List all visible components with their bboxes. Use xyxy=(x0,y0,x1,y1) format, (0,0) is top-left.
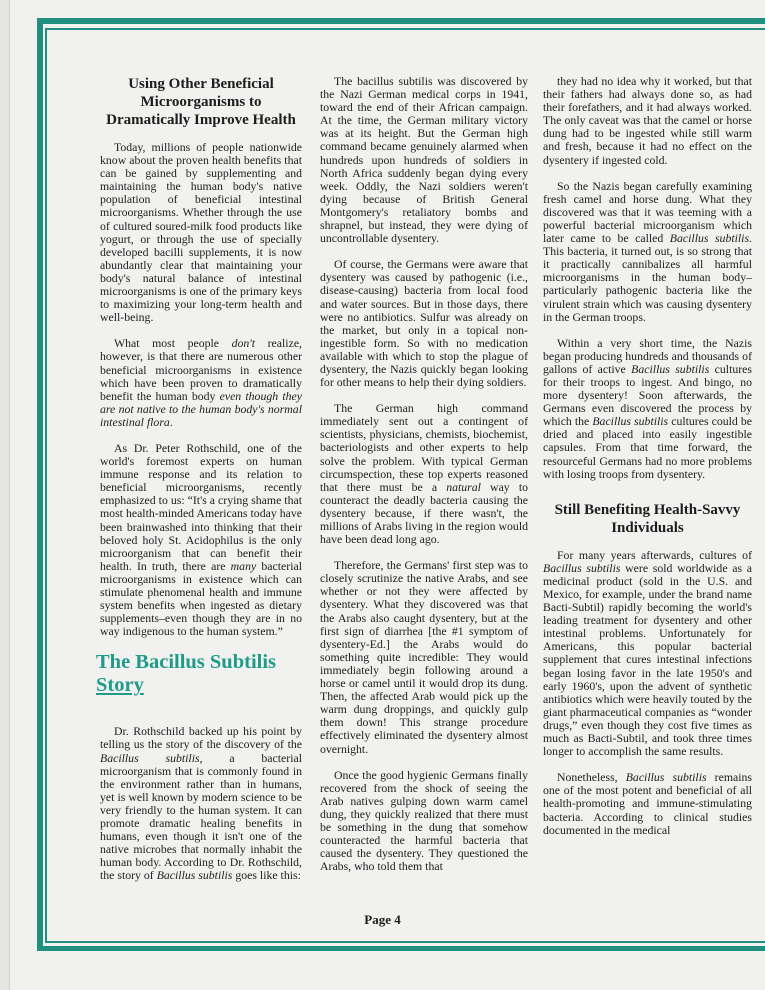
paragraph xyxy=(100,725,302,882)
column-2 xyxy=(320,75,528,886)
italic-text: Bacillus subtilis xyxy=(592,414,669,429)
text-run: cultures for their troops to ingest. And bingo, no more dysentery! Soon afterwards, the Germans even discovered the process by which the xyxy=(543,361,753,429)
text-run: So the Nazis began carefully examining fresh camel and horse dung. What they discovered was that it was teeming with a powerful bacterial microorganism which later came to be called xyxy=(543,178,752,246)
text-run: cultures could be dried and placed into easily ingestible capsules. From that time forward, the resourceful Germans had no more problems with losing troops from dysentery. xyxy=(543,414,752,481)
text-run: As Dr. Peter Rothschild, one of the world's foremost experts on human immune response and its relation to beneficial microorganisms, recently emphasized to us: “It's a crying shame that most health-minded Americans today have been brainwashed into thinking that their beloved holy St. Acidophilus is the only microorganism that can benefit their health. In truth, there are xyxy=(100,440,302,573)
italic-text: natural xyxy=(446,479,481,494)
heading-beneficial-microorganisms: Using Other Beneficial Microorganisms to Dramatically Improve Health xyxy=(106,76,296,128)
italic-text: Bacillus subtilis xyxy=(631,361,710,376)
text-run: Nonetheless, xyxy=(557,770,626,785)
paragraph xyxy=(320,402,528,546)
paragraph xyxy=(100,337,302,429)
paragraph-group xyxy=(100,725,302,882)
text-run: Within a very short time, the Nazis began producing hundreds and thousands of gallons of active xyxy=(543,335,752,376)
text-run: The German high command immediately sent out a contingent of scientists, physicians, chemists, biochemist, bacteriologists and other experts to help solve the problem. With typical German circumspection, these top experts reasoned that there must be a xyxy=(320,401,528,494)
paragraph xyxy=(100,141,302,324)
text-run: . This bacteria, it turned out, is so strong that it practically cannibalizes all harmful microorganisms in the human body–particularly pathogenic bacteria like the virulent strain which was causing dysentery in the German troops. xyxy=(543,231,752,324)
text-run: were sold worldwide as a medicinal product (sold in the U.S. and Mexico, for example, under the brand name Bacti-Subtil) rapidly becoming the world's leading treatment for dysentery and other intestinal problems. Unfortunately for Americans, this popular bacterial supplement that cures intestinal infections began losing favor in the late 1950's and early 1960's, upon the advent of synthetic antibiotics which were heavily touted by the giant pharmaceutical companies as “wonder drugs,” even though they cost five times as much as Bacti-Subtil, and took three times longer to accomplish the same results. xyxy=(543,560,753,759)
heading-still-benefiting: Still Benefiting Health-Savvy Individuals xyxy=(554,501,741,536)
text-run: way to counteract the deadly bacteria causing the dysentery because, if there wasn't, the millions of Arabs living in the region would have been dead long ago. xyxy=(320,479,529,547)
paragraph xyxy=(320,559,528,755)
paragraph xyxy=(543,771,752,836)
paragraph xyxy=(543,75,752,167)
text-run: Dr. Rothschild backed up his point by telling us the story of the discovery of the xyxy=(100,724,302,752)
paragraph xyxy=(320,75,528,245)
page-number: Page 4 xyxy=(364,912,401,927)
italic-text: don't xyxy=(231,336,256,351)
text-run: remains one of the most potent and beneficial of all health-promoting and immune-stimulating bacteria. According to clinical studies documented in the medical xyxy=(543,770,753,837)
paragraph xyxy=(320,769,528,874)
italic-text: Bacillus subtilis xyxy=(669,231,750,246)
paragraph-group xyxy=(100,141,302,638)
column-1 xyxy=(96,75,303,896)
text-run: they had no idea why it worked, but that their fathers had always done so, as had their forefathers, and it had always worked. The only caveat was that the camel or horse dung had to be ingested while still warm and fresh, because it had no effect on the dysentery if ingested cold. xyxy=(543,74,752,167)
text-run: . xyxy=(169,414,173,429)
text-run: , a bacterial microorganism that is commonly found in the environment rather than in humans, yet is well known by modern science to be very friendly to the human system. It can promote dramatic healing benefits in humans, even though it isn't one of the native microbes that normally inhabit the human body. According to Dr. Rothschild, the story of xyxy=(100,750,303,883)
text-run: For many years afterwards, cultures of xyxy=(557,547,752,562)
paragraph-group xyxy=(543,75,752,481)
paragraph xyxy=(543,180,752,324)
text-run: Therefore, the Germans' first step was to closely scrutinize the native Arabs, and see whether or not they were affected by dysentery. What they discovered was that the Arabs also caught dysentery, but at the first sign of diarrhea [the #1 symptom of dysentery-Ed.] the Arabs would do something quite incredible: They would immediately begin following around a horse or camel until it would drop its dung. Then, the affected Arab would pick up the warm dung droppings, and quickly gulp them down! This strange procedure effectively eliminated the dysentery almost overnight. xyxy=(320,558,528,756)
paragraph xyxy=(543,549,752,759)
italic-text: Bacillus subtilis xyxy=(543,560,621,575)
text-run: Today, millions of people nationwide know about the proven health benefits that can be gained by supplementing and maintaining the human body's native population of beneficial intestinal microorganisms. Whether through the use of cultured soured-milk food products like yogurt, or through the use of specially developed bacilli supplements, it is now abundantly clear that maintaining your body's natural balance of intestinal microorganisms is one of the primary keys to maximizing your long-term health and well-being. xyxy=(100,140,302,325)
heading-line-1: The Bacillus Subtilis xyxy=(96,651,277,674)
text-run: realize, however, is that there are numerous other beneficial microorganisms in existence which have been proven to dramatically benefit the human body xyxy=(100,336,302,403)
paragraph-group xyxy=(543,549,752,837)
heading-bacillus-subtilis-story xyxy=(96,651,302,697)
italic-text: Bacillus subtilis xyxy=(100,750,200,765)
text-run: The bacillus subtilis was discovered by the Nazi German medical corps in 1941, toward the end of their African campaign. At the time, the German military victory was at its height. But the German high command became genuinely alarmed when hundreds upon hundreds of soldiers in North Africa suddenly began dying every week. Oddly, the Nazi soldiers weren't dying because of British General Montgomery's retaliatory bombs and shrapnel, but instead, they were dying of uncontrollable dysentery. xyxy=(320,74,528,246)
paragraph-group xyxy=(320,75,528,873)
scan-edge xyxy=(0,0,10,990)
column-3 xyxy=(543,75,752,850)
italic-text: many xyxy=(230,558,257,573)
heading-line-2: Story xyxy=(96,674,144,697)
paragraph xyxy=(100,442,302,638)
text-run: What most people xyxy=(114,336,232,351)
text-run: bacterial microorganisms in existence which can stimulate phenomenal health and immune system benefits when ingested as dietary supplements–even though they are in no way indigenous to the human system.” xyxy=(100,558,302,639)
text-run: goes like this: xyxy=(232,868,301,883)
paragraph xyxy=(320,258,528,389)
text-run: Once the good hygienic Germans finally recovered from the shock of seeing the Arab natives gulping down warm camel dung, they quickly realized that there must be something in the dung that somehow counteracted the harmful bacteria that caused the dysentery. They questioned the Arabs, who told them that xyxy=(320,767,528,874)
italic-text: Bacillus subtilis xyxy=(625,770,707,785)
text-run: Of course, the Germans were aware that dysentery was caused by pathogenic (i.e., disease-causing) bacteria from local food and water sources. But in those days, there were no antibiotics. Sulfur was already on the market, but only in a topical non-ingestible form. So with no medication available with which to stop the plague of dysentery, the Nazis quickly began looking for other means to help their dying soldiers. xyxy=(320,257,528,390)
paragraph xyxy=(543,337,752,481)
italic-text: even though they are not native to the human body's normal intestinal flora xyxy=(100,388,302,429)
italic-text: Bacillus subtilis xyxy=(156,868,233,883)
